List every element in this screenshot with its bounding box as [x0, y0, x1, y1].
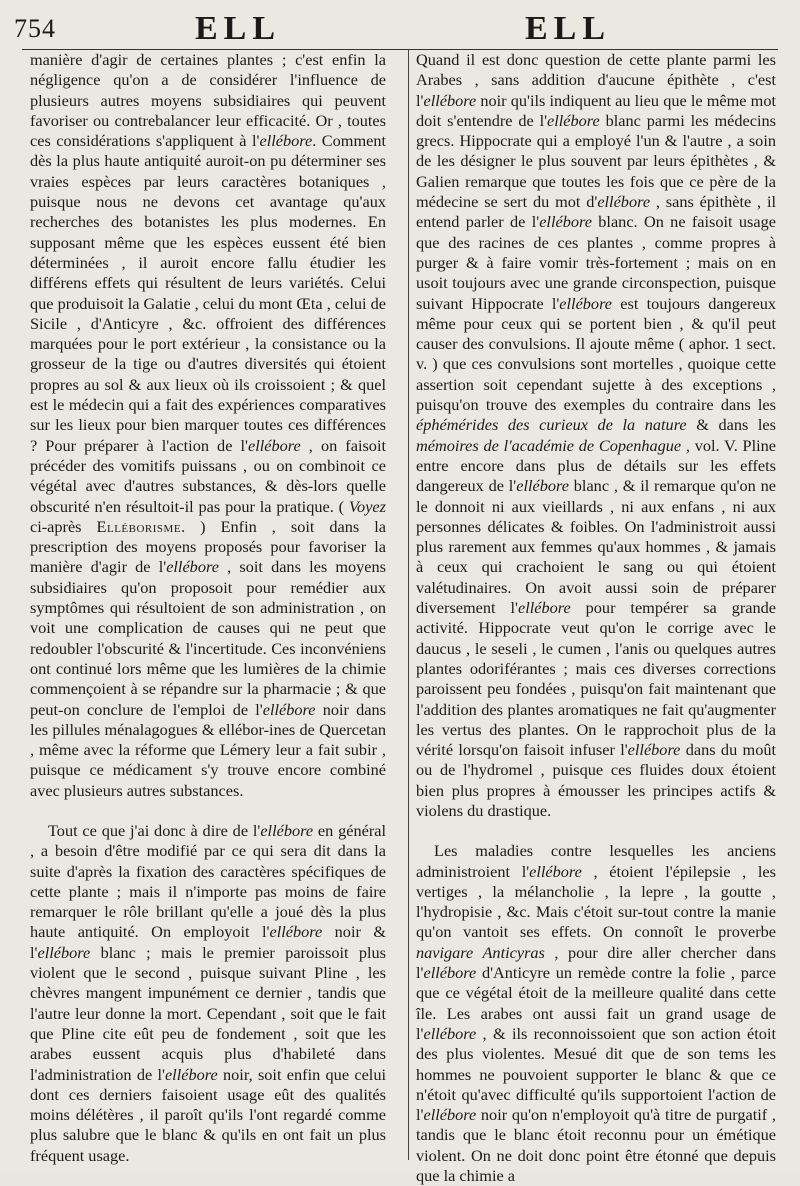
italic-text: Voyez	[348, 496, 386, 516]
text-run: noir & l'	[30, 922, 386, 962]
text-run: blanc , & il remarque qu'on ne le donnoit ni aux vieillards , ni aux enfans , ni aux personnes délicates & foibles. On l'administroit aussi plus rarement aux femmes qu'aux hommes , & jamais à ceux qui crachoient le sang ou qui étoient valétudinaires. On avoit aussi soin de préparer diversement l'	[416, 476, 776, 618]
page-header	[0, 10, 800, 50]
italic-text: ellébore	[247, 435, 301, 455]
text-run: ci-après	[30, 516, 97, 536]
page-number: 754	[14, 14, 56, 43]
text-run: Quand il est donc question de cette plante parmi les Arabes , sans addition d'aucune épithète , c'est l'	[416, 50, 776, 110]
italic-text: ellébore	[262, 699, 316, 719]
italic-text: ellébore	[423, 963, 477, 983]
italic-text: éphémérides des curieux de la nature	[416, 415, 687, 435]
text-run: noir, soit enfin que celui dont ces derniers faisoient usage eût des qualités moins délétères , il paroît qu'ils l'ont regardé comme plus salubre que le blanc & qu'ils en ont fait un plus fréquent usage.	[30, 1064, 386, 1165]
italic-text: ellébore	[269, 922, 323, 942]
text-run: manière d'agir de certaines plantes ; c'est enfin la négligence qu'on a de considérer l'influence de plusieurs autres moyens subsidiaires qui peuvent favoriser ou contrebalancer leur efficacité. Or , toutes ces considérations s'appliquent à l'	[30, 50, 386, 151]
text-run: , étoient l'épilepsie , les vertiges , la mélancholie , la lepre , la goutte , l'hydropisie , &c. Mais c'étoit sur-tout contre la manie qu'on vantoit ses effets. On connoît le proverbe	[416, 861, 776, 942]
text-run: noir dans les pillules ménalagogues & ellébor-ines de Quercetan , même avec la réforme que Lémery leur a fait subir , puisque ce médicament s'y trouve encore combiné avec plusieurs autres substances.	[30, 699, 387, 800]
paragraph	[30, 821, 386, 1166]
italic-text: ellébore	[517, 598, 571, 618]
text-run: dans du moût ou de l'hydromel , puisque ces fluides doux étoient bien plus propres à émousser les principes actifs & violens du drastique.	[416, 740, 777, 820]
running-head-left: ELL	[195, 10, 282, 47]
text-run: en général , a besoin d'être modifié par ce qui sera dit dans la suite d'après la fixation des caractères spécifiques de cette plante ; mais il n'importe pas moins de faire remarquer le rôle brillant qu'elle a joué dès la plus haute antiquité. On employoit l'	[30, 820, 386, 942]
italic-text: ellébore	[539, 212, 592, 232]
text-run: , & ils reconnoissoient que son action étoit des plus violentes. Mesué dit que de son tems les hommes ne pouvoient supporter le blanc & que ce n'étoit qu'avec difficulté qu'ils supportoient l'action de l'	[416, 1023, 776, 1125]
text-run: est toujours dangereux même pour ceux qui se portent bien , & qu'il peut causer des convulsions. Il ajoute même ( aphor. 1 sect. v. ) que ces convulsions sont mortelles , quoique cette assertion soit cependant sujette à des exceptions , puisqu'on trouve des exemples du contraire dans les	[416, 293, 777, 415]
italic-text: ellébore	[559, 293, 613, 313]
text-run: blanc ; mais le premier paroissoit plus violent que le second , puisque suivant Pline , les chèvres mangent impunément ce dernier , tandis que l'autre leur donne la mort. Cependant , soit que le fait que Pline cite eût peu de fondement , soit que les arabes eussent acquis plus d'habileté dans l'administration de l'	[30, 942, 386, 1084]
italic-text: ellébore	[37, 942, 91, 962]
italic-text: ellébore	[516, 476, 569, 496]
italic-text: ellébore	[529, 861, 582, 881]
text-run: , pour dire aller chercher dans l'	[416, 942, 776, 983]
text-run: . Comment dès la plus haute antiquité auroit-on pu déterminer ses vraies espèces par leurs caractères botaniques , puisque nous ne devons cet avantage qu'aux recherches des botanistes les plus modernes. En supposant même que les espèces eussent été bien déterminées , il auroit encore fallu étudier les différens effets qui résultent de leurs variétés. Celui que produisoit la Galatie , celui du mont Œta , celui de Sicile , d'Anticyre , &c. offroient des différences marquées pour le port extérieur , la consistance ou la grosseur de la tige ou d'autres diversités qui étoient propres au sol & aux lieux où ils croissoient ; & quel est le médecin qui a fait des expériences comparatives sur les lieux pour bien marquer toutes ces différences ? Pour préparer à l'action de l'	[30, 131, 387, 455]
text-run: blanc parmi les médecins grecs. Hippocrate qui a employé l'un & l'autre , a soin de les désigner le plus souvent par leurs épithètes , & Galien remarque que toutes les fois que ce père de la médecine se sert du mot d'	[416, 110, 776, 212]
text-run: , sans épithète , il entend parler de l'	[416, 192, 776, 232]
text-run: blanc. On ne faisoit usage que des racines de ces plantes , comme propres à purger & à faire vomir très-fortement ; mais on en usoit toujours avec une grande circonspection, puisque suivant Hippocrate l'	[416, 212, 776, 313]
italic-text: ellébore	[166, 557, 219, 577]
text-run: Tout ce que j'ai donc à dire de l'	[48, 820, 261, 840]
italic-text: ellébore	[423, 1105, 477, 1125]
column-divider	[408, 50, 409, 1160]
text-run: , soit dans les moyens subsidiaires qu'on proposoit pour remédier aux symptômes qui résultoient de son administration , on voit une complication de causes qui ne peut que redoubler l'obscurité & l'incertitude. Ces inconvéniens ont continué lors même que les lumières de la chimie commençoient à se répandre sur la pharmacie ; & que peut-on conclure de l'emploi de l'	[30, 557, 386, 719]
small-caps-text: Elléborisme	[96, 516, 182, 536]
text-run: noir qu'ils indiquent au lieu que le même mot doit s'entendre de l'	[416, 90, 776, 130]
text-run: & dans les	[686, 415, 776, 435]
italic-text: ellébore	[547, 110, 600, 130]
text-run: noir qu'on n'employoit qu'à titre de purgatif , tandis que le blanc étoit reconnu pour un émétique violent. On ne doit donc point être étonné que depuis que la chimie a	[416, 1105, 776, 1186]
italic-text: ellébore	[260, 820, 314, 840]
italic-text: mémoires de l'académie de Copenhague	[416, 435, 682, 455]
italic-text: ellébore	[423, 1023, 477, 1043]
italic-text: navigare Anticyras	[416, 942, 545, 962]
text-run: pour tempérer sa grande activité. Hippocrate veut qu'on le corrige avec le daucus , le seseli , le cumen , l'anis ou quelques autres plantes odoriférantes ; mais ces diverses corrections paroissent peu fondées , puisqu'on fait maintenant que l'addition des plantes aromatiques ne fait qu'augmenter les vertus des plantes. On le rapprochoit plus de la vérité lorsqu'on faisoit infuser l'	[416, 598, 776, 760]
paragraph	[416, 841, 776, 1186]
left-column	[30, 50, 386, 1166]
right-column	[416, 50, 776, 1186]
paragraph	[30, 50, 386, 801]
italic-text: ellébore	[259, 131, 313, 151]
text-run: . ) Enfin , soit dans la prescription des moyens proposés pour favoriser la manière d'agir de l'	[30, 516, 387, 577]
running-head-right: ELL	[525, 10, 612, 47]
italic-text: ellébore	[627, 740, 681, 760]
italic-text: ellébore	[164, 1064, 218, 1084]
paragraph	[416, 50, 776, 821]
italic-text: ellébore	[423, 90, 477, 110]
italic-text: ellébore	[597, 192, 651, 212]
text-run: , vol. V. Pline entre encore dans plus de détails sur les effets dangereux de l'	[416, 435, 776, 496]
text-run: d'Anticyre un remède contre la folie , parce que ce végétal étoit de la meilleure qualité dans cette île. Les arabes ont aussi fait un grand usage de l'	[416, 963, 776, 1043]
text-run: , on faisoit précéder des vomitifs puissans , ou on combinoit ce végétal avec d'autres substances, & dès-lors quelle obscurité n'en résultoit-il pas pour la pratique. (	[30, 435, 386, 516]
text-run: Les maladies contre lesquelles les anciens administroient l'	[416, 841, 776, 881]
